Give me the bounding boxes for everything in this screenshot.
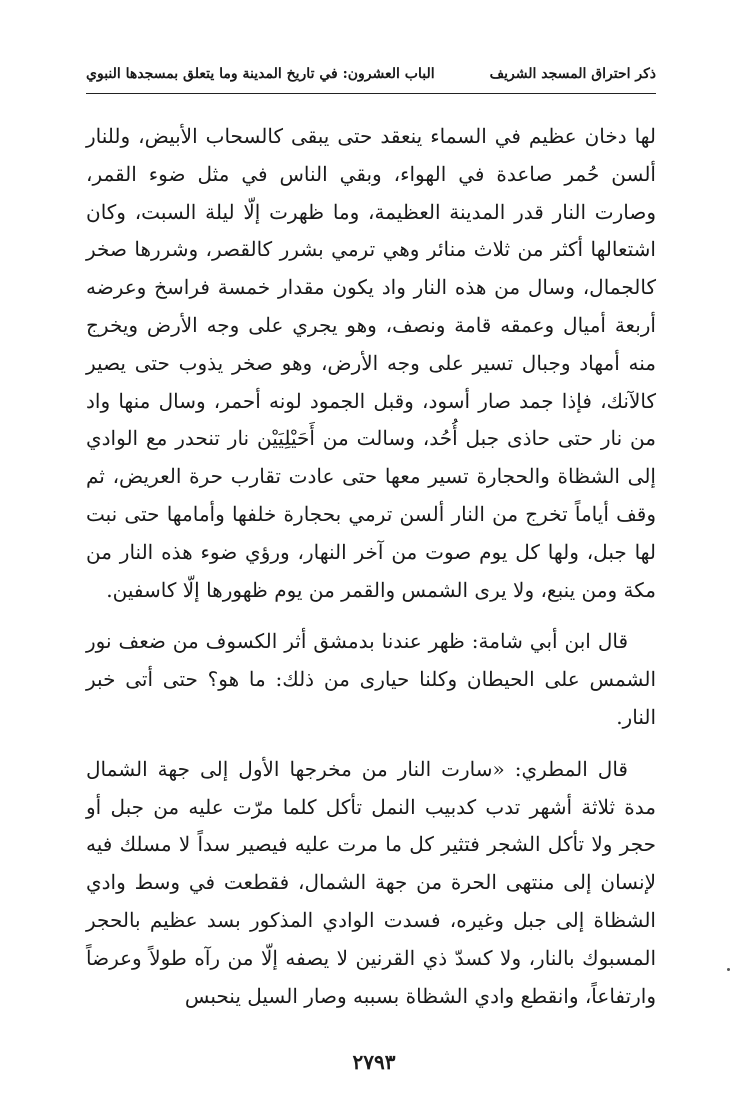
paragraph-al-matari: قال المطري: «سارت النار من مخرجها الأول إلى جهة الشمال مدة ثلاثة أشهر تدب كدبيب النمل تأكل كلما مرّت عليه من جبل أو حجر ولا تأكل الشجر فتثير كل ما مرت عليه فيصير سداً لا مسلك فيه لإنسان إلى منتهى الحرة من جهة الشمال، فقطعت في وسط وادي الشظاة إلى جبل وغيره، فسدت الوادي المذكور بسد عظيم بالحجر المسبوك بالنار، ولا كسدّ ذي القرنين لا يصفه إلّا من رآه طولاً وعرضاً وارتفاعاً، وانقطع وادي الشظاة بسببه وصار السيل ينحبس [86,756,656,1008]
margin-mark [727,968,730,971]
page-number: ٢٧٩٣ [352,1050,396,1074]
paragraph-fire-description: لها دخان عظيم في السماء ينعقد حتى يبقى كالسحاب الأبيض، وللنار ألسن حُمر صاعدة في الهواء، وبقي الناس في مثل ضوء القمر، وصارت النار قدر المدينة العظيمة، وما ظهرت إلّا ليلة السبت، وكان اشتعالها أكثر من ثلاث منائر وهي ترمي بشرر كالقصر، وشررها صخر كالجمال، وسال من هذه النار واد يكون مقدار خمسة فراسخ وعرضه أربعة أميال وعمقه قامة ونصف، وهو يجري على وجه الأرض ويخرج منه أمهاد وجبال تسير على وجه الأرض، وهو صخر يذوب حتى يصير كالآنك، فإذا جمد صار أسود، وقبل الجمود لونه أحمر، وسال منها واد من نار حتى حاذى جبل أُحُد، وسالت من أَحَيْلِيَيْن نار تنحدر مع الوادي إلى الشظاة والحجارة تسير معها حتى عادت تقارب حرة العريض، ثم وقف أياماً تخرج من النار ألسن ترمي بحجارة خلفها وأمامها حتى نبت لها جبل، ولها كل يوم صوت من آخر النهار، ورؤي ضوء هذه النار من مكة ومن ينبع، ولا يرى الشمس والقمر من يوم ظهورها إلّا كاسفين. [86,124,656,602]
header-divider [86,93,656,94]
main-text [86,118,656,1015]
paragraph-ibn-abi-shama: قال ابن أبي شامة: ظهر عندنا بدمشق أثر الكسوف من ضعف نور الشمس على الحيطان وكلنا حيارى من ذلك: ما هو؟ حتى أتى خبر النار. [86,629,656,729]
header-chapter-title: الباب العشرون: في تاريخ المدينة وما يتعلق بمسجدها النبوي [86,66,435,82]
header-chapter-section-title: ذكر احتراق المسجد الشريف [489,66,656,82]
running-header [86,60,656,88]
